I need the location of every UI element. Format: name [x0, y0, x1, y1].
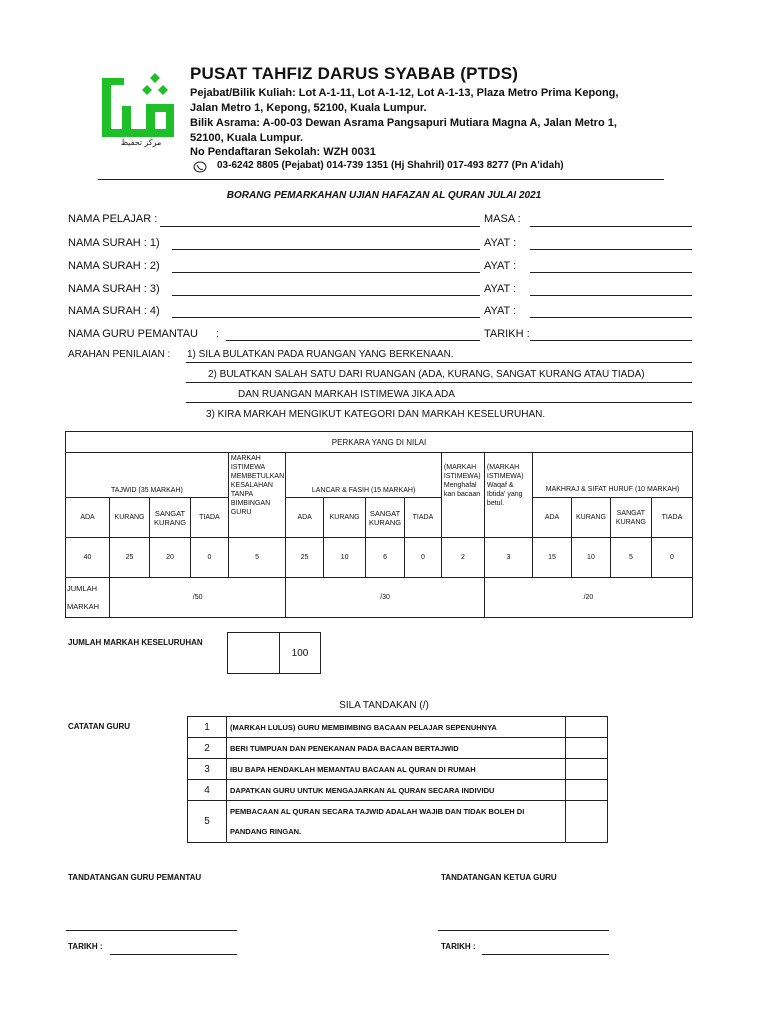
- tarikh-label: TARIKH :: [484, 328, 530, 340]
- note-text: PEMBACAAN AL QURAN SECARA TAJWID ADALAH WAJIB DAN TIDAK BOLEH DI PANDANG RINGAN.: [227, 801, 566, 843]
- instruction-1: 1) SILA BULATKAN PADA RUANGAN YANG BERKENAAN.: [187, 349, 454, 360]
- note-number: 2: [188, 738, 227, 759]
- nama-surah-2-line[interactable]: [172, 272, 480, 273]
- address-line-3: Bilik Asrama: A-00-03 Dewan Asrama Pangsapuri Mutiara Magna A, Jalan Metro 1,: [190, 117, 617, 129]
- note-checkbox[interactable]: [566, 717, 608, 738]
- tajwid-sangat-kurang: SANGAT KURANG: [150, 498, 191, 538]
- makhraj-tiada: TIADA: [651, 498, 692, 538]
- score-cell[interactable]: 5: [610, 538, 651, 578]
- lancar-ada: ADA: [286, 498, 324, 538]
- arahan-label: ARAHAN PENILAIAN :: [68, 349, 171, 360]
- overall-total-label: JUMLAH MARKAH KESELURUHAN: [68, 638, 203, 647]
- score-cell[interactable]: 3: [484, 538, 532, 578]
- nama-surah-4-line[interactable]: [172, 317, 480, 318]
- tarikh-line[interactable]: [530, 340, 692, 341]
- nama-surah-3-label: NAMA SURAH : 3): [68, 283, 160, 295]
- tajwid-tiada: TIADA: [190, 498, 228, 538]
- teacher-notes-table: [187, 716, 608, 843]
- signature-right-line[interactable]: [438, 930, 609, 931]
- note-text: IBU BAPA HENDAKLAH MEMANTAU BACAAN AL QURAN DI RUMAH: [227, 759, 566, 780]
- nama-guru-label: NAMA GURU PEMANTAU: [68, 328, 198, 340]
- score-cell[interactable]: 10: [571, 538, 610, 578]
- nama-pelajar-line[interactable]: [160, 226, 480, 227]
- tarikh-right-label: TARIKH :: [441, 942, 476, 951]
- ayat-4-label: AYAT :: [484, 305, 517, 317]
- signature-left-label: TANDATANGAN GURU PEMANTAU: [68, 873, 202, 882]
- special-2-header: (MARKAH ISTIMEWA) Menghafal kan bacaan: [441, 453, 484, 538]
- signature-left-line[interactable]: [66, 930, 237, 931]
- grid-title: PERKARA YANG DI NILAI: [66, 432, 693, 453]
- header-divider: [98, 179, 664, 180]
- makhraj-total[interactable]: /20: [484, 578, 692, 618]
- masa-label: MASA :: [484, 213, 521, 225]
- tarikh-left-label: TARIKH :: [68, 942, 103, 951]
- instruction-2b: DAN RUANGAN MARKAH ISTIMEWA JIKA ADA: [238, 389, 455, 400]
- logo-caption: ﻣﺮﻛﺰ ﺗﺤﻔﻴﻆ: [120, 138, 162, 147]
- tajwid-ada: ADA: [66, 498, 110, 538]
- scoring-grid: [65, 431, 693, 618]
- overall-score-cell[interactable]: [228, 633, 280, 674]
- nama-surah-3-line[interactable]: [172, 295, 480, 296]
- note-text: (MARKAH LULUS) GURU MEMBIMBING BACAAN PELAJAR SEPENUHNYA: [227, 717, 566, 738]
- lancar-header: LANCAR & FASIH (15 MARKAH): [286, 453, 442, 498]
- form-title: BORANG PEMARKAHAN UJIAN HAFAZAN AL QURAN JULAI 2021: [226, 190, 542, 201]
- lancar-tiada: TIADA: [405, 498, 442, 538]
- score-cell[interactable]: 15: [533, 538, 572, 578]
- score-cell[interactable]: 25: [110, 538, 150, 578]
- instruction-1-rule: [186, 362, 692, 363]
- note-checkbox[interactable]: [566, 738, 608, 759]
- tajwid-header: TAJWID (35 MARKAH): [66, 453, 229, 498]
- score-cell[interactable]: 0: [190, 538, 228, 578]
- instruction-2b-rule: [186, 402, 692, 403]
- nama-surah-4-label: NAMA SURAH : 4): [68, 305, 160, 317]
- instruction-3: 3) KIRA MARKAH MENGIKUT KATEGORI DAN MARKAH KESELURUHAN.: [206, 409, 546, 420]
- ayat-4-line[interactable]: [530, 317, 692, 318]
- note-text: DAPATKAN GURU UNTUK MENGAJARKAN AL QURAN SECARA INDIVIDU: [227, 780, 566, 801]
- score-cell[interactable]: 20: [150, 538, 191, 578]
- ayat-1-line[interactable]: [530, 249, 692, 250]
- special-1-header: MARKAH ISTIMEWA MEMBETULKAN KESALAHAN TANPA BIMBINGAN GURU: [228, 453, 285, 538]
- school-logo: [100, 70, 182, 152]
- ayat-2-line[interactable]: [530, 272, 692, 273]
- overall-max: 100: [280, 633, 321, 674]
- signature-right-label: TANDATANGAN KETUA GURU: [441, 873, 557, 882]
- catatan-guru-label: CATATAN GURU: [68, 722, 131, 731]
- ayat-3-label: AYAT :: [484, 283, 517, 295]
- tarikh-left-line[interactable]: [110, 954, 237, 955]
- nama-surah-1-label: NAMA SURAH : 1): [68, 237, 160, 249]
- school-name: PUSAT TAHFIZ DARUS SYABAB (PTDS): [190, 64, 519, 83]
- ayat-3-line[interactable]: [530, 295, 692, 296]
- makhraj-sangat-kurang: SANGAT KURANG: [610, 498, 651, 538]
- tarikh-right-line[interactable]: [482, 954, 609, 955]
- note-checkbox[interactable]: [566, 801, 608, 843]
- note-text: BERI TUMPUAN DAN PENEKANAN PADA BACAAN BERTAJWID: [227, 738, 566, 759]
- special-3-header: (MARKAH ISTIMEWA) Waqaf & Ibtida' yang betul.: [484, 453, 532, 538]
- tajwid-total[interactable]: /50: [110, 578, 286, 618]
- score-cell[interactable]: 10: [324, 538, 366, 578]
- score-cell[interactable]: 6: [366, 538, 405, 578]
- makhraj-header: MAKHRAJ & SIFAT HURUF (10 MARKAH): [533, 453, 693, 498]
- tick-heading: SILA TANDAKAN (/): [339, 700, 429, 711]
- lancar-sangat-kurang: SANGAT KURANG: [366, 498, 405, 538]
- jumlah-markah-label: JUMLAH MARKAH: [66, 578, 110, 618]
- nama-pelajar-label: NAMA PELAJAR :: [68, 213, 158, 225]
- ayat-1-label: AYAT :: [484, 237, 517, 249]
- address-line-4: 52100, Kuala Lumpur.: [190, 132, 304, 144]
- note-number: 4: [188, 780, 227, 801]
- note-number: 3: [188, 759, 227, 780]
- note-number: 1: [188, 717, 227, 738]
- note-checkbox[interactable]: [566, 780, 608, 801]
- address-line-2: Jalan Metro 1, Kepong, 52100, Kuala Lumpur.: [190, 102, 427, 114]
- phone-numbers: 03-6242 8805 (Pejabat) 014-739 1351 (Hj Shahril) 017-493 8277 (Pn A'idah): [217, 160, 564, 171]
- ayat-2-label: AYAT :: [484, 260, 517, 272]
- registration-no: No Pendaftaran Sekolah: WZH 0031: [190, 146, 376, 158]
- instruction-2: 2) BULATKAN SALAH SATU DARI RUANGAN (ADA, KURANG, SANGAT KURANG ATAU TIADA): [208, 369, 645, 380]
- note-number: 5: [188, 801, 227, 843]
- address-line-1: Pejabat/Bilik Kuliah: Lot A-1-11, Lot A-1-12, Lot A-1-13, Plaza Metro Prima Kepong,: [190, 87, 619, 99]
- note-checkbox[interactable]: [566, 759, 608, 780]
- overall-total-box: [227, 632, 321, 674]
- nama-surah-2-label: NAMA SURAH : 2): [68, 260, 160, 272]
- makhraj-kurang: KURANG: [571, 498, 610, 538]
- lancar-kurang: KURANG: [324, 498, 366, 538]
- instruction-2-rule: [186, 382, 692, 383]
- makhraj-ada: ADA: [533, 498, 572, 538]
- score-cell[interactable]: 5: [228, 538, 285, 578]
- phone-icon: [193, 160, 207, 178]
- masa-line[interactable]: [530, 226, 692, 227]
- nama-guru-line[interactable]: [226, 340, 480, 341]
- nama-surah-1-line[interactable]: [172, 249, 480, 250]
- score-cell[interactable]: 0: [405, 538, 442, 578]
- score-cell[interactable]: 25: [286, 538, 324, 578]
- score-cell[interactable]: 0: [651, 538, 692, 578]
- score-cell[interactable]: 40: [66, 538, 110, 578]
- tajwid-kurang: KURANG: [110, 498, 150, 538]
- score-cell[interactable]: 2: [441, 538, 484, 578]
- nama-guru-colon: :: [216, 328, 220, 340]
- lancar-total[interactable]: /30: [286, 578, 485, 618]
